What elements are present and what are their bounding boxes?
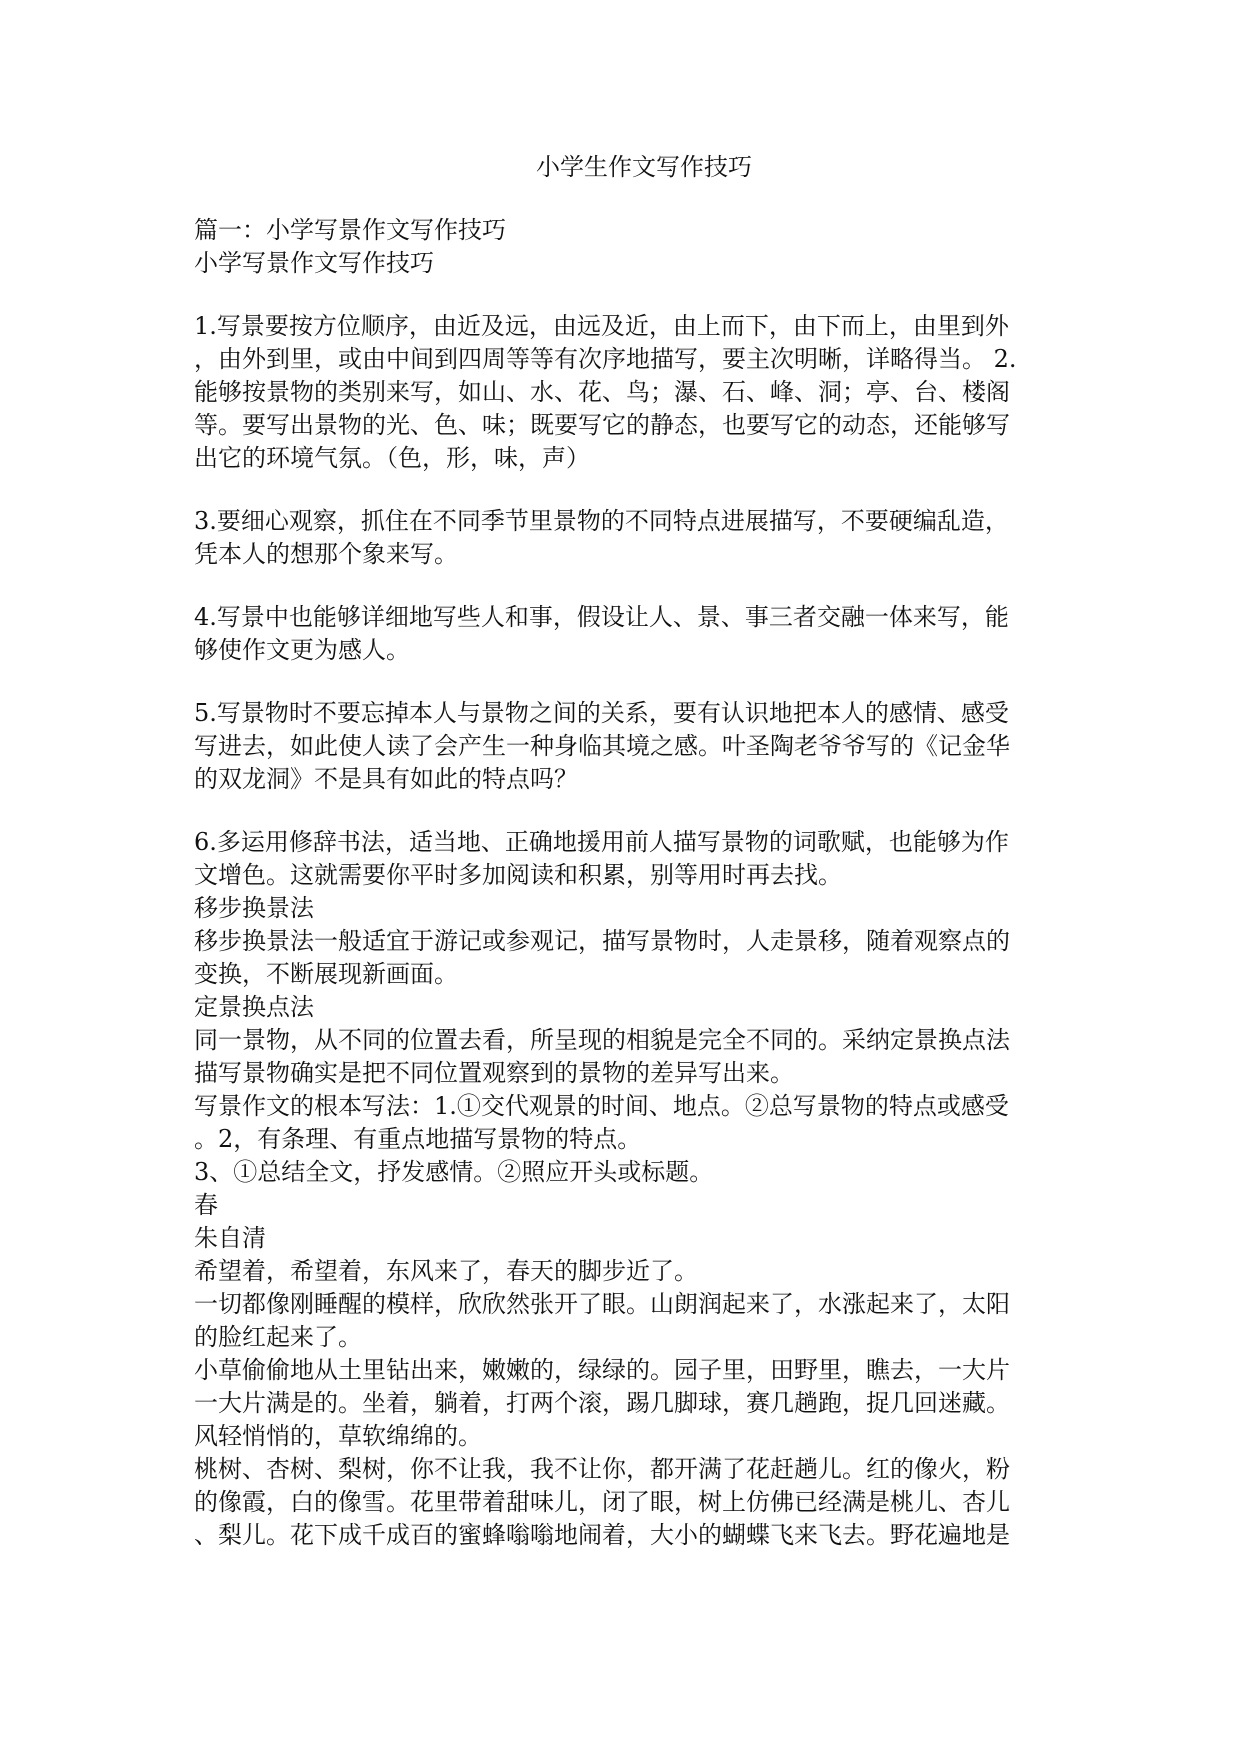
text-line: 能够按景物的类别来写，如山、水、花、鸟；瀑、石、峰、洞；亭、台、楼阁: [194, 378, 1010, 406]
paragraph-gap: [194, 571, 1054, 601]
text-line: 写进去，如此使人读了会产生一种身临其境之感。叶圣陶老爷爷写的《记金华: [194, 732, 1010, 760]
text-line: 篇一：小学写景作文写作技巧: [194, 216, 506, 244]
text-line: 希望着，希望着，东风来了，春天的脚步近了。: [194, 1257, 698, 1285]
text-line: 够使作文更为感人。: [194, 636, 410, 664]
text-line: 出它的环境气氛。（色，形，味，声）: [194, 444, 590, 472]
paragraph-gap: [194, 280, 1054, 310]
text-line: 的双龙洞》不是具有如此的特点吗？: [194, 765, 578, 793]
text-line: 3、①总结全文，抒发感情。②照应开头或标题。: [194, 1158, 714, 1186]
text-line: 1.写景要按方位顺序，由近及远，由远及近，由上而下，由下而上，由里到外: [194, 312, 1009, 340]
text-line: ，由外到里，或由中间到四周等等有次序地描写，要主次明晰，详略得当。 2.: [194, 345, 1017, 373]
text-line: 一大片满是的。坐着，躺着，打两个滚，踢几脚球，赛几趟跑，捉几回迷藏。: [194, 1389, 1010, 1417]
document-page: [194, 150, 1054, 1552]
text-line: 3.要细心观察，抓住在不同季节里景物的不同特点进展描写，不要硬编乱造，: [194, 507, 1009, 535]
text-line: 4.写景中也能够详细地写些人和事，假设让人、景、事三者交融一体来写，能: [194, 603, 1009, 631]
text-line: 的像霞，白的像雪。花里带着甜味儿，闭了眼，树上仿佛已经满是桃儿、杏儿: [194, 1488, 1010, 1516]
text-line: 定景换点法: [194, 993, 314, 1021]
text-line: 小学写景作文写作技巧: [194, 249, 434, 277]
text-line: 桃树、杏树、梨树，你不让我，我不让你，都开满了花赶趟儿。红的像火，粉: [194, 1455, 1010, 1483]
paragraph-gap: [194, 667, 1054, 697]
document-body: [194, 214, 1054, 1552]
text-line: 、梨儿。花下成千成百的蜜蜂嗡嗡地闹着，大小的蝴蝶飞来飞去。野花遍地是: [194, 1521, 1010, 1549]
text-line: 5.写景物时不要忘掉本人与景物之间的关系，要有认识地把本人的感情、感受: [194, 699, 1009, 727]
paragraph-gap: [194, 796, 1054, 826]
text-line: 移步换景法: [194, 894, 314, 922]
text-line: 同一景物，从不同的位置去看，所呈现的相貌是完全不同的。采纳定景换点法: [194, 1026, 1010, 1054]
text-line: 凭本人的想那个象来写。: [194, 540, 458, 568]
document-title: 小学生作文写作技巧: [536, 153, 752, 181]
text-line: 朱自清: [194, 1224, 266, 1252]
text-line: 一切都像刚睡醒的模样，欣欣然张开了眼。山朗润起来了，水涨起来了，太阳: [194, 1290, 1010, 1318]
text-line: 移步换景法一般适宜于游记或参观记，描写景物时，人走景移，随着观察点的: [194, 927, 1010, 955]
text-line: 描写景物确实是把不同位置观察到的景物的差异写出来。: [194, 1059, 794, 1087]
text-line: 小草偷偷地从土里钻出来，嫩嫩的，绿绿的。园子里，田野里，瞧去，一大片: [194, 1356, 1010, 1384]
text-line: 春: [194, 1191, 218, 1219]
text-line: 6.多运用修辞书法，适当地、正确地援用前人描写景物的词歌赋，也能够为作: [194, 828, 1009, 856]
paragraph-gap: [194, 475, 1054, 505]
text-line: 变换，不断展现新画面。: [194, 960, 458, 988]
text-line: 。2，有条理、有重点地描写景物的特点。: [194, 1125, 642, 1153]
text-line: 等。要写出景物的光、色、味；既要写它的静态，也要写它的动态，还能够写: [194, 411, 1010, 439]
text-line: 文增色。这就需要你平时多加阅读和积累，别等用时再去找。: [194, 861, 842, 889]
text-line: 写景作文的根本写法：1.①交代观景的时间、地点。②总写景物的特点或感受: [194, 1092, 1009, 1120]
text-line: 的脸红起来了。: [194, 1323, 362, 1351]
text-line: 风轻悄悄的，草软绵绵的。: [194, 1422, 482, 1450]
